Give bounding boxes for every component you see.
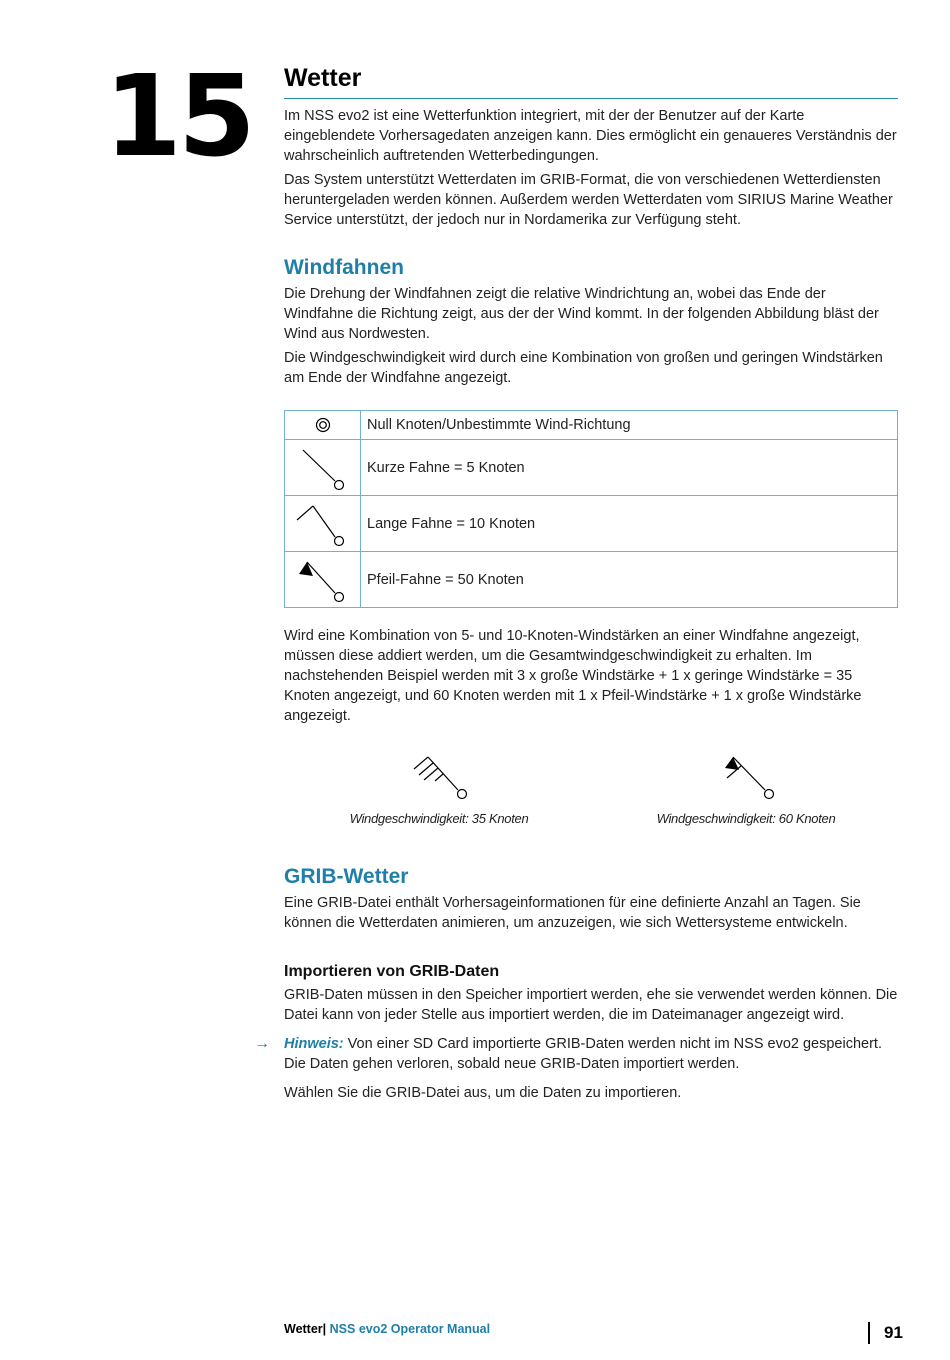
wind-barb-60-icon	[711, 753, 781, 801]
wind-barb-legend-table	[284, 410, 898, 608]
windfahnen-paragraph-1: Die Drehung der Windfahnen zeigt die relative Windrichtung an, wobei das Ende der Windfahne die Richtung zeigt, aus der der Wind kommt. In der folgenden Abbildung bläst der Wind aus Nordwesten.	[284, 286, 879, 342]
footer-manual-title: NSS evo2 Operator Manual	[326, 1322, 491, 1336]
intro-paragraph-1: Im NSS evo2 ist eine Wetterfunktion integriert, mit der der Benutzer auf der Karte eingeblendete Vorhersagedaten anzeigen kann. Dies ermöglicht ein genaueres Verständnis der wahrscheinlich auftretenden Wetterbedingungen.	[284, 108, 897, 164]
combination-paragraph: Wird eine Kombination von 5- und 10-Knoten-Windstärken an einer Windfahne angezeigt, müssen diese addiert werden, um die Gesamtwindgeschwindigkeit zu erhalten. Im nachstehenden Beispiel werden mit 3 x große Windstärke + 1 x geringe Windstärke = 35 Knoten angezeigt, und 60 Knoten werden mit 1 x Pfeil-Windstärke + 1 x große Windstärke angezeigt.	[284, 628, 862, 724]
example-caption: Windgeschwindigkeit: 35 Knoten	[349, 811, 529, 826]
calm-circle-icon	[313, 416, 333, 434]
grib-heading: GRIB-Wetter	[284, 865, 409, 888]
short-barb-icon	[293, 444, 353, 492]
footer	[284, 1322, 490, 1336]
legend-symbol-cell	[285, 552, 361, 608]
windfahnen-paragraph-2: Die Windgeschwindigkeit wird durch eine Kombination von großen und geringen Windstärken am Ende der Windfahne angezeigt.	[284, 350, 883, 386]
long-barb-icon	[293, 500, 353, 548]
legend-row	[285, 440, 898, 496]
note-paragraph	[254, 1034, 898, 1074]
chapter-title: Wetter	[284, 62, 898, 99]
windfahnen-heading: Windfahnen	[284, 256, 404, 279]
footer-separator: |	[322, 1322, 327, 1336]
legend-row	[285, 411, 898, 440]
page-number: 91	[868, 1322, 903, 1344]
example-35-knots	[329, 753, 549, 826]
wind-barb-examples	[284, 753, 898, 833]
import-heading: Importieren von GRIB-Daten	[284, 963, 500, 980]
import-paragraph: GRIB-Daten müssen in den Speicher importiert werden, ehe sie verwendet werden können. Die Datei kann von jeder Stelle aus importiert werden, die im Dateimanager angezeigt wird.	[284, 987, 898, 1023]
intro-paragraph-2: Das System unterstützt Wetterdaten im GRIB-Format, die von verschiedenen Wetterdiensten heruntergeladen werden können. Außerdem werden Wetterdaten vom SIRIUS Marine Weather Service unterstützt, der jedoch nur in Nordamerika zur Verfügung steht.	[284, 172, 893, 228]
legend-symbol-cell	[285, 411, 361, 440]
legend-row	[285, 552, 898, 608]
example-60-knots	[636, 753, 856, 826]
legend-label: Pfeil-Fahne = 50 Knoten	[361, 552, 898, 608]
page-content	[254, 62, 898, 1103]
example-caption: Windgeschwindigkeit: 60 Knoten	[656, 811, 836, 826]
legend-label: Null Knoten/Unbestimmte Wind-Richtung	[361, 411, 898, 440]
chapter-number: 15	[104, 52, 252, 182]
wind-barb-35-icon	[404, 753, 474, 801]
note-label: Hinweis:	[284, 1036, 344, 1052]
legend-label: Kurze Fahne = 5 Knoten	[361, 440, 898, 496]
legend-row	[285, 496, 898, 552]
final-paragraph: Wählen Sie die GRIB-Datei aus, um die Daten zu importieren.	[284, 1085, 682, 1101]
note-text: Von einer SD Card importierte GRIB-Daten werden nicht im NSS evo2 gespeichert. Die Daten gehen verloren, sobald neue GRIB-Daten importiert werden.	[284, 1036, 882, 1072]
footer-section: Wetter	[284, 1322, 323, 1336]
legend-label: Lange Fahne = 10 Knoten	[361, 496, 898, 552]
legend-symbol-cell	[285, 496, 361, 552]
arrow-right-icon: →	[254, 1035, 270, 1052]
legend-symbol-cell	[285, 440, 361, 496]
pennant-barb-icon	[293, 556, 353, 604]
grib-paragraph: Eine GRIB-Datei enthält Vorhersageinformationen für eine definierte Anzahl an Tagen. Sie können die Wetterdaten animieren, um anzuzeigen, wie sich Wettersysteme entwickeln.	[284, 895, 861, 931]
